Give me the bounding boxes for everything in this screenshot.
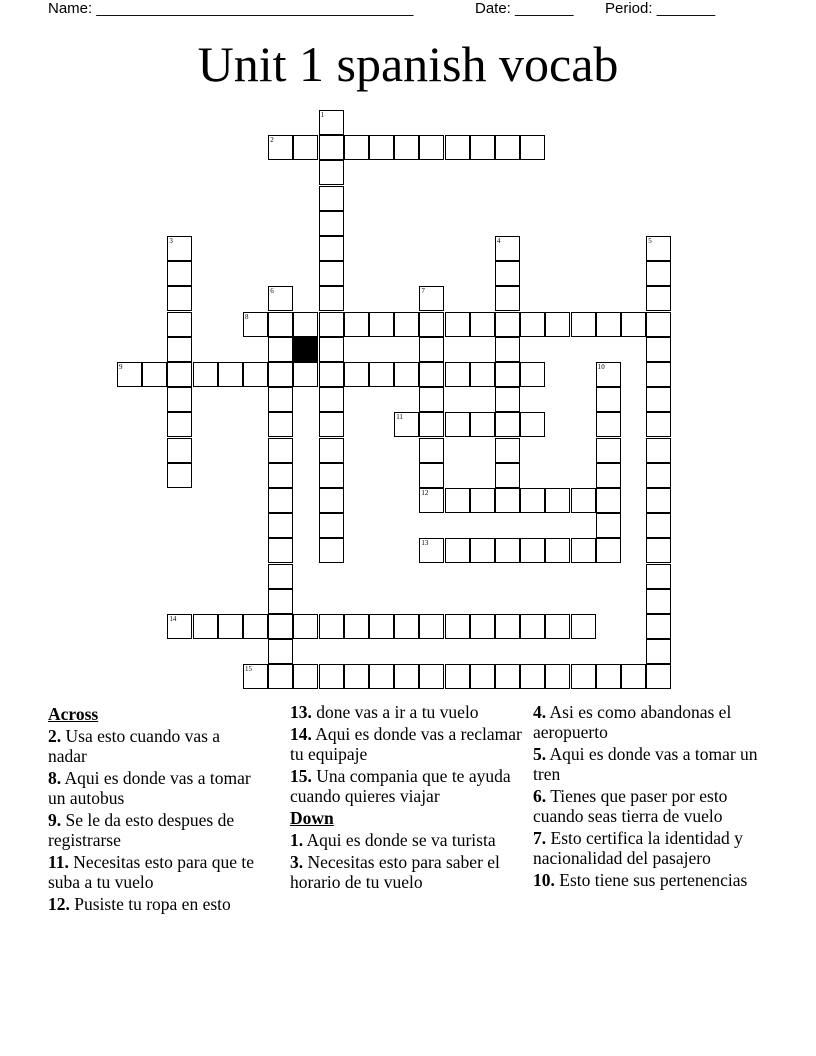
grid-cell[interactable]: [419, 312, 444, 337]
grid-cell[interactable]: [646, 261, 671, 286]
clue-number: 4.: [533, 702, 547, 722]
grid-cell[interactable]: [419, 412, 444, 437]
grid-cell[interactable]: [268, 312, 293, 337]
grid-cell[interactable]: [319, 312, 344, 337]
cell-number: 5: [648, 237, 652, 245]
grid-cell[interactable]: [268, 664, 293, 689]
grid-cell[interactable]: [571, 488, 596, 513]
clue-number: 13.: [290, 702, 312, 722]
grid-cell[interactable]: [319, 286, 344, 311]
grid-cell[interactable]: [646, 589, 671, 614]
grid-cell[interactable]: [495, 438, 520, 463]
grid-cell[interactable]: [394, 362, 419, 387]
grid-cell[interactable]: [243, 614, 268, 639]
clue-text: Asi es como abandonas el aeropuerto: [533, 702, 732, 742]
grid-cell[interactable]: [470, 664, 495, 689]
clue-text: Necesitas esto para que te suba a tu vuelo: [48, 852, 255, 892]
grid-cell[interactable]: [646, 463, 671, 488]
clue-across-9: [48, 810, 260, 850]
cell-number: 4: [497, 237, 501, 245]
clue-number: 1.: [290, 830, 304, 850]
grid-cell[interactable]: [596, 412, 621, 437]
grid-cell[interactable]: [445, 614, 470, 639]
clue-text: Esto tiene sus pertenencias: [559, 870, 748, 890]
grid-cell[interactable]: [545, 664, 570, 689]
clue-across-12: [48, 894, 260, 914]
grid-cell[interactable]: [319, 538, 344, 563]
grid-cell[interactable]: [520, 664, 545, 689]
grid-cell[interactable]: [419, 664, 444, 689]
grid-cell[interactable]: [495, 387, 520, 412]
cell-number: 13: [421, 539, 429, 548]
clue-across-11: [48, 852, 260, 892]
date-line: _______: [515, 0, 574, 17]
cell-number: 7: [421, 287, 425, 296]
grid-cell[interactable]: [394, 412, 419, 437]
clue-down-1: [290, 830, 524, 850]
grid-cell[interactable]: [268, 362, 293, 387]
clue-down-4: [533, 702, 763, 742]
clue-text: Necesitas esto para saber el horario de tu vuelo: [290, 852, 500, 892]
clue-number: 5.: [533, 744, 547, 764]
grid-cell[interactable]: [293, 135, 318, 160]
grid-cell[interactable]: [520, 312, 545, 337]
grid-cell[interactable]: [193, 362, 218, 387]
grid-cell[interactable]: [344, 614, 369, 639]
grid-cell[interactable]: [142, 362, 167, 387]
grid-cell[interactable]: [646, 513, 671, 538]
cell-number: 15: [245, 665, 252, 674]
grid-cell[interactable]: [369, 135, 394, 160]
clue-across-14: [290, 724, 524, 764]
grid-cell[interactable]: [268, 488, 293, 513]
grid-cell[interactable]: [646, 362, 671, 387]
grid-cell[interactable]: [394, 135, 419, 160]
clue-across-15: [290, 766, 524, 806]
grid-cell[interactable]: [369, 362, 394, 387]
grid-cell[interactable]: [319, 412, 344, 437]
grid-cell[interactable]: [268, 589, 293, 614]
clue-text: Esto certifica la identidad y nacionalidad del pasajero: [533, 828, 743, 868]
grid-cell[interactable]: [495, 614, 520, 639]
name-line: ______________________________________: [96, 0, 414, 17]
cell-number: 6: [270, 287, 274, 296]
grid-cell[interactable]: [495, 488, 520, 513]
grid-cell[interactable]: [646, 614, 671, 639]
grid-cell[interactable]: [445, 488, 470, 513]
grid-cell[interactable]: [445, 135, 470, 160]
grid-cell[interactable]: [293, 664, 318, 689]
cell-number: 12: [421, 489, 429, 497]
cell-number: 10: [597, 363, 605, 371]
grid-cell[interactable]: [167, 362, 192, 387]
grid-cell[interactable]: [596, 362, 621, 387]
grid-cell[interactable]: [470, 135, 495, 160]
cell-number: 14: [169, 615, 177, 623]
grid-cell[interactable]: [319, 614, 344, 639]
grid-cell[interactable]: [193, 614, 218, 639]
grid-cell[interactable]: [419, 387, 444, 412]
cell-number: 11: [396, 413, 403, 422]
clue-across-13: [290, 702, 524, 722]
clue-number: 7.: [533, 828, 547, 848]
grid-cell[interactable]: [293, 312, 318, 337]
clues-column-2: [290, 702, 524, 894]
grid-cell[interactable]: [646, 488, 671, 513]
clue-text: Tienes que paser por esto cuando seas tierra de vuelo: [533, 786, 728, 826]
grid-cell[interactable]: [268, 135, 293, 160]
grid-cell[interactable]: [646, 438, 671, 463]
grid-cell[interactable]: [646, 412, 671, 437]
grid-cell[interactable]: [470, 488, 495, 513]
grid-cell[interactable]: [319, 135, 344, 160]
grid-cell[interactable]: [646, 286, 671, 311]
down-heading: Down: [290, 808, 334, 828]
period-line: _______: [656, 0, 716, 17]
grid-cell[interactable]: [419, 614, 444, 639]
grid-cell[interactable]: [470, 538, 495, 563]
grid-cell[interactable]: [419, 286, 444, 311]
clue-down-6: [533, 786, 763, 826]
grid-cell[interactable]: [243, 312, 268, 337]
grid-cell[interactable]: [419, 438, 444, 463]
grid-cell[interactable]: [319, 186, 344, 211]
clue-number: 2.: [48, 726, 62, 746]
clue-number: 3.: [290, 852, 304, 872]
grid-cell[interactable]: [167, 463, 192, 488]
cell-number: 2: [270, 136, 274, 145]
grid-cell[interactable]: [344, 135, 369, 160]
grid-cell[interactable]: [293, 362, 318, 387]
grid-cell[interactable]: [319, 438, 344, 463]
grid-cell[interactable]: [419, 362, 444, 387]
grid-cell[interactable]: [495, 463, 520, 488]
grid-cell[interactable]: [167, 312, 192, 337]
grid-cell[interactable]: [571, 664, 596, 689]
grid-cell[interactable]: [268, 438, 293, 463]
grid-cell[interactable]: [621, 664, 646, 689]
grid-cell[interactable]: [545, 312, 570, 337]
clues-column-3: [533, 702, 763, 892]
period-label: Period:: [605, 0, 653, 17]
grid-cell[interactable]: [268, 538, 293, 563]
grid-cell[interactable]: [470, 362, 495, 387]
grid-cell[interactable]: [495, 236, 520, 261]
grid-cell[interactable]: [470, 312, 495, 337]
grid-cell[interactable]: [419, 538, 444, 563]
clue-number: 9.: [48, 810, 62, 830]
grid-cell[interactable]: [571, 312, 596, 337]
grid-cell[interactable]: [621, 312, 646, 337]
clue-text: Pusiste tu ropa en esto: [74, 894, 231, 914]
clue-text: Aqui es donde vas a tomar un autobus: [48, 768, 251, 808]
grid-cell[interactable]: [495, 261, 520, 286]
grid-cell[interactable]: [545, 614, 570, 639]
grid-cell[interactable]: [495, 337, 520, 362]
grid-cell[interactable]: [344, 362, 369, 387]
grid-cell[interactable]: [445, 412, 470, 437]
grid-cell[interactable]: [319, 488, 344, 513]
cell-number: 9: [119, 363, 123, 371]
grid-cell[interactable]: [520, 488, 545, 513]
grid-cell[interactable]: [495, 286, 520, 311]
clue-number: 12.: [48, 894, 70, 914]
clue-down-10: [533, 870, 763, 890]
grid-cell[interactable]: [596, 463, 621, 488]
grid-cell[interactable]: [646, 564, 671, 589]
clues-column-1: [48, 702, 260, 916]
cell-number: 1: [320, 111, 325, 119]
grid-cell[interactable]: [495, 664, 520, 689]
grid-cell[interactable]: [319, 261, 344, 286]
clue-text: Aqui es donde se va turista: [306, 830, 496, 850]
grid-cell[interactable]: [268, 463, 293, 488]
grid-cell[interactable]: [369, 664, 394, 689]
date-label: Date:: [475, 0, 511, 17]
clue-text: Se le da esto despues de registrarse: [48, 810, 235, 850]
clue-down-7: [533, 828, 763, 868]
grid-cell[interactable]: [394, 664, 419, 689]
grid-cell[interactable]: [394, 312, 419, 337]
grid-cell[interactable]: [596, 513, 621, 538]
grid-cell[interactable]: [268, 387, 293, 412]
grid-cell[interactable]: [218, 614, 243, 639]
clue-number: 14.: [290, 724, 312, 744]
grid-cell[interactable]: [596, 538, 621, 563]
grid-cell[interactable]: [167, 286, 192, 311]
grid-cell[interactable]: [319, 160, 344, 185]
grid-cell[interactable]: [369, 312, 394, 337]
cell-number: 3: [169, 237, 173, 245]
grid-cell[interactable]: [319, 236, 344, 261]
grid-cell[interactable]: [319, 664, 344, 689]
grid-cell[interactable]: [646, 639, 671, 664]
grid-cell[interactable]: [167, 236, 192, 261]
grid-cell[interactable]: [596, 664, 621, 689]
grid-cell[interactable]: [167, 337, 192, 362]
grid-cell[interactable]: [646, 387, 671, 412]
clue-text: Aqui es donde vas a tomar un tren: [533, 744, 758, 784]
grid-cell[interactable]: [319, 337, 344, 362]
grid-cell[interactable]: [268, 286, 293, 311]
grid-cell[interactable]: [445, 664, 470, 689]
grid-cell[interactable]: [495, 538, 520, 563]
cell-number: 8: [245, 312, 249, 321]
grid-cell[interactable]: [495, 312, 520, 337]
clue-text: Usa esto cuando vas a nadar: [48, 726, 221, 766]
grid-cell[interactable]: [470, 412, 495, 437]
grid-cell[interactable]: [520, 538, 545, 563]
grid-cell[interactable]: [445, 538, 470, 563]
grid-cell[interactable]: [319, 513, 344, 538]
grid-cell[interactable]: [646, 236, 671, 261]
clue-number: 15.: [290, 766, 312, 786]
grid-cell[interactable]: [520, 135, 545, 160]
grid-cell[interactable]: [571, 614, 596, 639]
grid-cell[interactable]: [419, 337, 444, 362]
grid-cell[interactable]: [293, 614, 318, 639]
grid-cell[interactable]: [167, 614, 192, 639]
grid-cell[interactable]: [268, 337, 293, 362]
grid-cell[interactable]: [344, 664, 369, 689]
grid-cell[interactable]: [445, 362, 470, 387]
clue-across-8: [48, 768, 260, 808]
grid-cell[interactable]: [243, 664, 268, 689]
grid-cell[interactable]: [445, 312, 470, 337]
grid-cell[interactable]: [319, 211, 344, 236]
grid-cell[interactable]: [596, 488, 621, 513]
clue-text: Aqui es donde vas a reclamar tu equipaje: [290, 724, 522, 764]
grid-cell[interactable]: [319, 362, 344, 387]
clue-text: done vas a ir a tu vuelo: [316, 702, 479, 722]
grid-cell[interactable]: [545, 538, 570, 563]
clue-text: Una compania que te ayuda cuando quieres viajar: [290, 766, 511, 806]
grid-cell[interactable]: [495, 412, 520, 437]
grid-cell[interactable]: [344, 312, 369, 337]
grid-cell[interactable]: [419, 488, 444, 513]
grid-cell[interactable]: [419, 463, 444, 488]
grid-cell[interactable]: [369, 614, 394, 639]
clue-number: 8.: [48, 768, 62, 788]
grid-block: [293, 337, 318, 362]
name-label: Name:: [48, 0, 93, 17]
grid-cell[interactable]: [268, 639, 293, 664]
grid-cell[interactable]: [520, 412, 545, 437]
grid-cell[interactable]: [596, 438, 621, 463]
grid-cell[interactable]: [596, 387, 621, 412]
grid-cell[interactable]: [319, 387, 344, 412]
clue-down-5: [533, 744, 763, 784]
grid-cell[interactable]: [167, 438, 192, 463]
grid-cell[interactable]: [319, 110, 344, 135]
grid-cell[interactable]: [218, 362, 243, 387]
grid-cell[interactable]: [268, 614, 293, 639]
grid-cell[interactable]: [646, 538, 671, 563]
grid-cell[interactable]: [167, 261, 192, 286]
grid-cell[interactable]: [646, 337, 671, 362]
page-title: Unit 1 spanish vocab: [197, 36, 619, 92]
grid-cell[interactable]: [394, 614, 419, 639]
grid-cell[interactable]: [495, 135, 520, 160]
grid-cell[interactable]: [596, 312, 621, 337]
grid-cell[interactable]: [495, 362, 520, 387]
grid-cell[interactable]: [268, 412, 293, 437]
grid-cell[interactable]: [545, 488, 570, 513]
grid-cell[interactable]: [646, 664, 671, 689]
grid-cell[interactable]: [167, 387, 192, 412]
grid-cell[interactable]: [319, 463, 344, 488]
clue-number: 11.: [48, 852, 69, 872]
grid-cell[interactable]: [520, 362, 545, 387]
grid-cell[interactable]: [419, 135, 444, 160]
grid-cell[interactable]: [268, 564, 293, 589]
grid-cell[interactable]: [520, 614, 545, 639]
grid-cell[interactable]: [167, 412, 192, 437]
grid-cell[interactable]: [571, 538, 596, 563]
grid-cell[interactable]: [646, 312, 671, 337]
grid-cell[interactable]: [470, 614, 495, 639]
clue-across-2: [48, 726, 260, 766]
clue-number: 6.: [533, 786, 547, 806]
across-heading: Across: [48, 704, 99, 724]
grid-cell[interactable]: [243, 362, 268, 387]
grid-cell[interactable]: [117, 362, 142, 387]
clue-number: 10.: [533, 870, 555, 890]
grid-cell[interactable]: [268, 513, 293, 538]
clue-down-3: [290, 852, 524, 892]
